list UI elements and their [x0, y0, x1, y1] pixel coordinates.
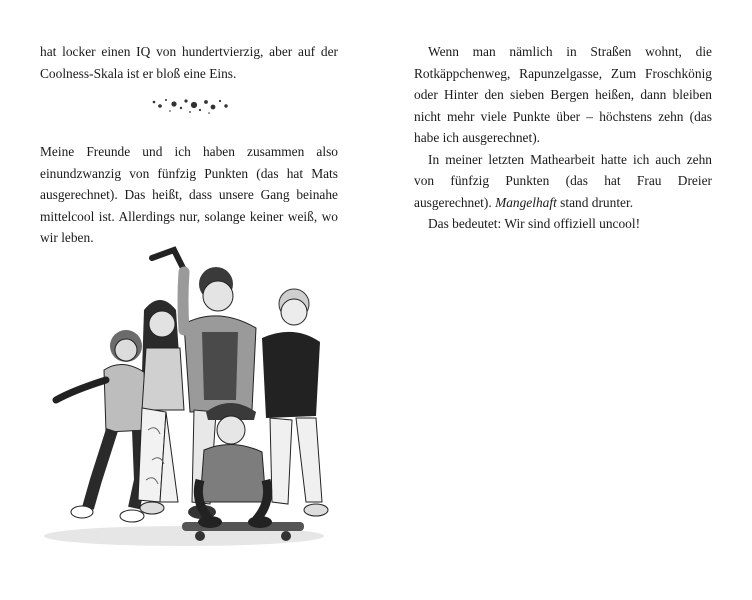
right-paragraph-2: In meiner letzten Mathearbeit hatte ich auch zehn von fünfzig Punkten (das hat Frau Dreier ausgerechnet). Mangelhaft stand drunter.: [414, 151, 712, 210]
right-paragraph-3: Das bedeutet: Wir sind offiziell uncool!: [428, 216, 641, 231]
girl-long-hair-figure: [138, 300, 184, 514]
italic-word: Mangelhaft: [495, 194, 557, 210]
left-paragraph-2: Meine Freunde und ich haben zusammen also einundzwanzig von fünfzig Punkten (das hat Mats ausgerechnet). Das heißt, dass unsere Gang beinahe mittelcool ist. Allerdings nur, solange keiner weiß, wo wir leben.: [40, 144, 338, 245]
right-text-column: [414, 41, 712, 235]
ink-splatter-ornament-icon: [148, 92, 232, 118]
boy-right-figure: [262, 289, 328, 516]
right-paragraph-1: Wenn man nämlich in Straßen wohnt, die Rotkäppchenweg, Rapunzelgasse, Zum Froschkönig oder Hinter den sieben Bergen heißen, dann bleiben nicht mehr viele Punkte über – höchstens zehn (das habe ich ausgerechnet).: [414, 44, 712, 145]
left-paragraph-1: hat locker einen IQ von hundertvierzig, aber auf der Coolness-Skala ist er bloß eine Eins.: [40, 44, 338, 81]
right-page: [376, 0, 752, 600]
girl-left-figure: [56, 330, 148, 522]
kids-group-illustration: [34, 240, 334, 552]
